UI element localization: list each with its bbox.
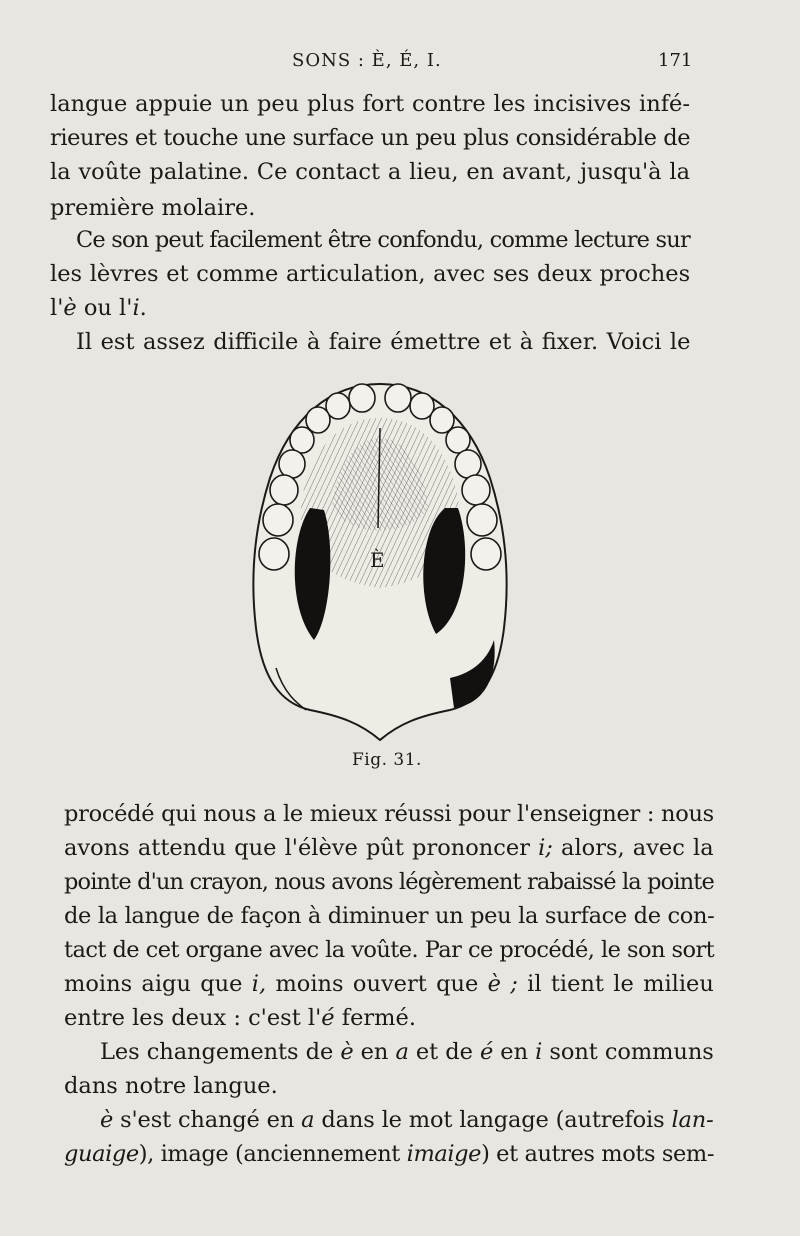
italic-run: i;	[538, 835, 553, 861]
italic-run: è	[63, 295, 77, 321]
italic-run: è	[340, 1039, 354, 1065]
text-line	[64, 900, 714, 932]
line-text	[64, 1002, 416, 1034]
line-text: rieures et touche une surface un peu plus considérable de	[50, 125, 691, 151]
line-text: procédé qui nous a le mieux réussi pour l'enseigner : nous	[64, 801, 714, 827]
italic-run: i	[132, 295, 140, 321]
running-title: SONS : È, É, I.	[292, 50, 442, 71]
italic-run: i,	[251, 971, 267, 997]
text-line	[64, 832, 714, 864]
text-line	[76, 326, 690, 358]
line-text: les lèvres et comme articulation, avec ses deux proches	[50, 261, 691, 287]
text-line	[100, 1036, 714, 1068]
text-run: dans le mot langage (autrefois	[314, 1107, 672, 1133]
palate-figure	[240, 378, 520, 748]
text-line	[50, 156, 690, 188]
line-text	[100, 1104, 714, 1136]
text-line	[50, 122, 690, 154]
line-text: Il est assez difficile à faire émettre et à fixer. Voici le	[76, 329, 691, 355]
line-text: tact de cet organe avec la voûte. Par ce procédé, le son sort	[64, 937, 715, 963]
italic-run: a	[395, 1039, 409, 1065]
text-run: Les changements de	[100, 1039, 341, 1065]
text-line	[64, 934, 714, 966]
line-text: langue appuie un peu plus fort contre les incisives infé-	[50, 91, 690, 117]
line-text	[64, 1138, 714, 1170]
text-line	[76, 224, 690, 256]
italic-run: guaige	[64, 1141, 139, 1167]
figure-label: È	[370, 548, 385, 572]
text-run: en	[493, 1039, 536, 1065]
italic-run: lan-	[671, 1107, 714, 1133]
text-line	[64, 968, 714, 1000]
text-line	[100, 1104, 714, 1136]
italic-run: i	[535, 1039, 543, 1065]
text-run: ou l'	[76, 295, 133, 321]
text-line	[64, 866, 714, 898]
text-line	[64, 1138, 714, 1170]
line-text: la voûte palatine. Ce contact a lieu, en avant, jusqu'à la	[50, 159, 691, 185]
figure-caption: Fig. 31.	[352, 750, 422, 770]
line-text	[50, 292, 147, 324]
italic-run: é	[479, 1039, 494, 1065]
italic-run: è ;	[487, 971, 518, 997]
line-text: pointe d'un crayon, nous avons légèrement rabaissé la pointe	[64, 869, 714, 895]
text-run: il tient le milieu	[517, 971, 714, 997]
text-line	[50, 292, 690, 324]
text-run: .	[139, 295, 147, 321]
line-text	[100, 1036, 714, 1068]
text-line	[50, 258, 690, 290]
text-run: moins ouvert que	[266, 971, 488, 997]
italic-run: imaige	[406, 1141, 482, 1167]
text-line	[64, 798, 714, 830]
line-text: Ce son peut facilement être confondu, comme lecture sur	[76, 227, 690, 253]
line-text: de la langue de façon à diminuer un peu la surface de con-	[64, 903, 715, 929]
line-text: première molaire.	[50, 195, 256, 221]
text-run: sont communs	[542, 1039, 714, 1065]
text-run: moins aigu que	[64, 971, 252, 997]
text-line	[50, 192, 690, 224]
text-run: alors, avec la	[552, 835, 714, 861]
line-text	[64, 832, 714, 864]
text-run: en	[353, 1039, 396, 1065]
text-run: ) et autres mots sem-	[481, 1141, 715, 1167]
text-line	[64, 1002, 714, 1034]
line-text: dans notre langue.	[64, 1073, 278, 1099]
text-run: et de	[408, 1039, 480, 1065]
running-head	[0, 50, 800, 78]
text-run: ), image (anciennement	[138, 1141, 407, 1167]
text-run: avons attendu que l'élève pût prononcer	[64, 835, 539, 861]
text-run: l'	[50, 295, 64, 321]
text-line	[50, 88, 690, 120]
page-number: 171	[658, 50, 693, 71]
italic-run: è	[100, 1107, 114, 1133]
text-line	[64, 1070, 714, 1102]
line-text	[64, 968, 714, 1000]
italic-run: a	[301, 1107, 315, 1133]
text-run: fermé.	[334, 1005, 416, 1031]
text-run: entre les deux : c'est l'	[64, 1005, 322, 1031]
italic-run: é	[321, 1005, 335, 1031]
text-run: s'est changé en	[113, 1107, 302, 1133]
